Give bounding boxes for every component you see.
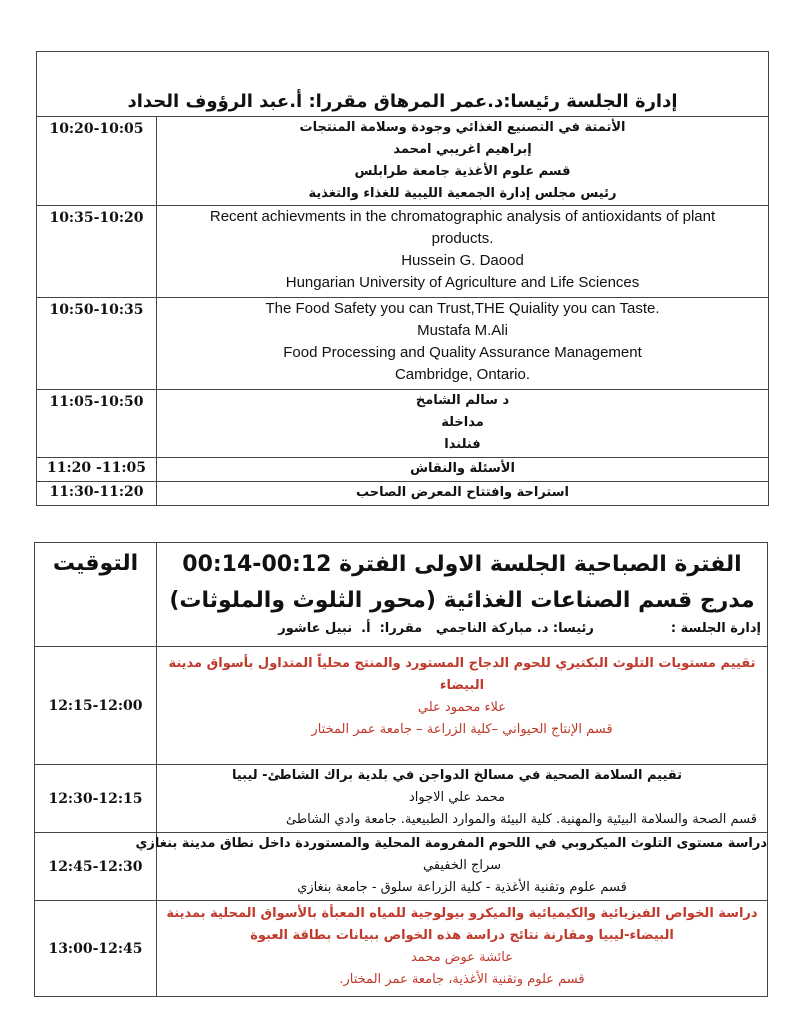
speaker-name: محمد علي الاجواد	[408, 790, 506, 805]
talk-title-cont: البيضاء	[439, 678, 485, 693]
session2-title: الفترة الصباحية الجلسة الاولى الفترة 00:12-00:14	[182, 552, 742, 577]
speaker-country: فنلندا	[444, 437, 481, 452]
slot-time: 12:15-12:00	[35, 647, 157, 765]
slot-time: 10:35-10:20	[37, 206, 157, 298]
slot-time: 12:45-12:30	[35, 833, 157, 901]
speaker-role: رئيس مجلس إدارة الجمعية الليبية للغذاء والتغذية	[308, 186, 617, 201]
slot-time: 11:20 -11:05	[37, 458, 157, 482]
speaker-affiliation: قسم علوم الأغذية جامعة طرابلس	[354, 164, 571, 179]
talk-title-cont: products.	[431, 230, 494, 247]
talk-title: الأتمتة في التصنيع الغذائي وجودة وسلامة المنتجات	[299, 120, 626, 135]
slot-content	[157, 482, 769, 506]
session2-management	[157, 619, 767, 639]
session2-header	[157, 543, 768, 647]
slot-time: 12:30-12:15	[35, 765, 157, 833]
speaker-affiliation: Food Processing and Quality Assurance Management	[283, 344, 642, 361]
discussion-label: الأسئلة والنقاش	[410, 461, 515, 476]
slot-content	[157, 901, 768, 997]
talk-title: تقييم السلامة الصحية في مسالخ الدواجن في بلدية براك الشاطئ- ليبيا	[231, 768, 683, 783]
speaker-name: Mustafa M.Ali	[417, 322, 508, 339]
speaker-name: عائشة عوض محمد	[410, 950, 514, 965]
slot-content	[157, 117, 769, 206]
session1-table	[36, 51, 769, 506]
talk-title: Recent achievments in the chromatographic analysis of antioxidants of plant	[209, 208, 716, 225]
speaker-name: Hussein G. Daood	[401, 252, 524, 269]
speaker-affiliation: Hungarian University of Agriculture and Life Sciences	[285, 274, 640, 291]
session1-management: إدارة الجلسة رئيسا:د.عمر المرهاق مقررا: أ.عبد الرؤوف الحداد	[37, 52, 769, 117]
timing-header: التوقيت	[35, 543, 157, 647]
slot-content	[157, 390, 769, 458]
slot-time: 13:00-12:45	[35, 901, 157, 997]
talk-title-cont: البيضاء-ليبيا ومقارنة نتائج دراسة هذه الخواص ببيانات بطاقة العبوة	[250, 928, 674, 943]
speaker-affiliation: قسم علوم وتقنية الأغذية - كلية الزراعة سلوق - جامعة بنغازي	[297, 880, 627, 895]
session2-venue: مدرج قسم الصناعات الغذائية (محور الثلوث والملوثات)	[169, 588, 755, 613]
slot-content	[135, 833, 768, 901]
speaker-affiliation-cont: Cambridge, Ontario.	[394, 366, 531, 383]
session2-table	[34, 542, 768, 997]
slot-time: 10:50-10:35	[37, 298, 157, 390]
talk-title: دراسة الخواص الفيزيائية والكيميائية والميكرو بيولوجية للمياه المعبأة بالأسواق المحلية بمدينة	[166, 906, 758, 921]
speaker-name: د سالم الشامخ	[415, 393, 510, 408]
slot-content	[157, 298, 769, 390]
management-rapporteur: مقررا: أ. نبيل عاشور	[278, 621, 423, 636]
talk-type: مداخلة	[441, 415, 484, 430]
talk-title: The Food Safety you can Trust,THE Quiality you can Taste.	[265, 300, 660, 317]
slot-content	[157, 647, 768, 765]
speaker-name: إبراهيم اغريبي امحمد	[393, 142, 532, 157]
slot-time: 11:30-11:20	[37, 482, 157, 506]
slot-time: 10:20-10:05	[37, 117, 157, 206]
speaker-affiliation: قسم الصحة والسلامة البيئية والمهنية. كلية البيئة والموارد الطبيعية. جامعة وادي الشاطئ	[285, 812, 757, 827]
talk-title: دراسة مستوى التلوث الميكروبي في اللحوم المفرومة المحلية والمستوردة داخل نطاق مدينة بنغازي	[135, 836, 767, 851]
speaker-affiliation: قسم الإنتاج الحيواني –كلية الزراعة – جامعة عمر المختار	[311, 722, 613, 737]
speaker-affiliation: قسم علوم وتقنية الأغذية، جامعة عمر المختار.	[339, 972, 585, 987]
slot-content	[157, 458, 769, 482]
management-label: إدارة الجلسة :	[670, 621, 761, 636]
slot-content	[157, 765, 768, 833]
management-chair: رئيسا: د. مباركة الناجمي	[435, 621, 594, 636]
break-label: استراحة وافتتاح المعرض الصاحب	[356, 485, 569, 500]
speaker-name: سراج الخفيفي	[422, 858, 502, 873]
slot-time: 11:05-10:50	[37, 390, 157, 458]
speaker-name: علاء محمود علي	[417, 700, 507, 715]
slot-content	[157, 206, 769, 298]
talk-title: تقييم مستويات التلوث البكتيري للحوم الدجاج المستورد والمنتج محلياً المتداول بأسواق مدينة	[168, 656, 756, 671]
